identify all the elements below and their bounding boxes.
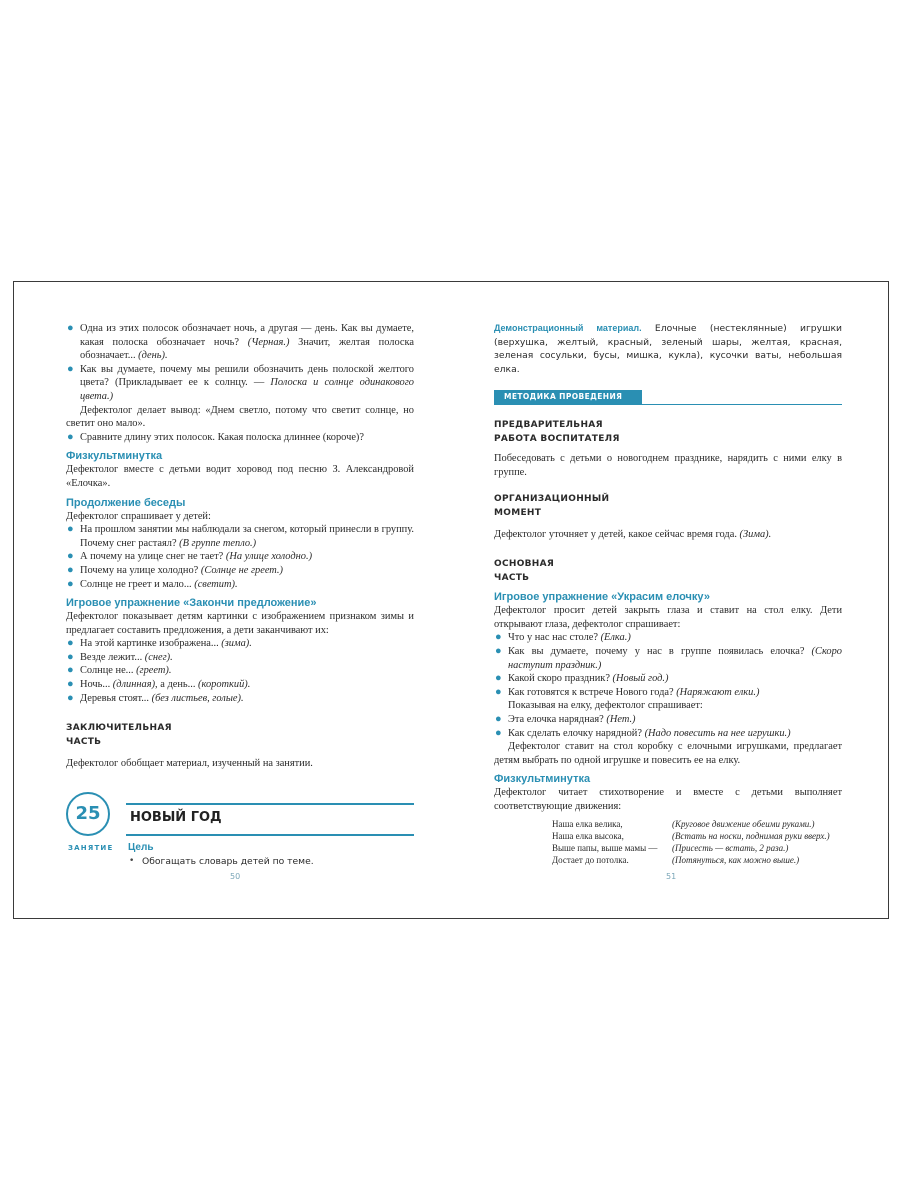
bullet-icon: ● [67,678,74,691]
list-item: ● Солнце не... (греет). [67,664,172,677]
poem-move: (Встать на носки, поднимая руки вверх.) [672,831,830,842]
bullet-icon: ● [67,577,74,590]
section-caps-heading: ЗАКЛЮЧИТЕЛЬНАЯ [66,723,172,734]
bullet-icon: ● [67,430,74,443]
bullet-icon: ● [67,691,74,704]
bullet-icon: ● [495,672,502,685]
list-item: ● Деревья стоят... (без листьев, голые). [67,691,244,704]
poem-move: (Присесть — встать, 2 раза.) [672,843,789,854]
bullet-icon: ● [67,563,74,576]
paragraph: Дефектолог вместе с детьми водит хоровод под песню З. Александровой «Елочка». [66,464,414,489]
poem-line: Наша елка высока, [552,831,624,842]
section-caps-heading: МОМЕНТ [494,507,542,518]
list-item: ● Везде лежит... (снег). [67,650,173,663]
section-heading: Физкультминутка [66,450,163,463]
divider [126,834,414,836]
section-heading: Игровое упражнение «Закончи предложение» [66,597,317,610]
lesson-header [66,792,414,882]
paragraph: Дефектолог показывает детям картинки с изображением признаком зимы и предлагает составить предложения, а дети заканчивают их: [66,611,414,636]
poem-move: (Потянуться, как можно выше.) [672,855,800,866]
section-heading: Игровое упражнение «Украсим елочку» [494,591,710,604]
bullet-icon: ● [67,362,74,375]
section-heading: Физкультминутка [494,773,591,786]
list-item: ● Почему на улице холодно? (Солнце не греет.) [67,563,283,576]
poem-line: Наша елка велика, [552,819,623,830]
list-item: ● Как готовятся к встрече Нового года? (Наряжают елки.) [495,685,760,698]
section-heading: Продолжение беседы [66,496,186,509]
bullet-icon: • [129,856,135,866]
list-item: ● Какой скоро праздник? (Новый год.) [495,672,669,685]
paragraph: Дефектолог читает стихотворение и вместе с детьми выполняет соответствующие движения: [494,787,842,812]
bullet-icon: ● [67,664,74,677]
list-item: ● На прошлом занятии мы наблюдали за снегом, который принесли в группу. Почему снег растаял? (В группе тепло.) [67,523,414,549]
poem [552,818,842,866]
bullet-icon: ● [67,650,74,663]
paragraph: Дефектолог уточняет у детей, какое сейчас время года. (Зима). [494,528,772,540]
poem-line: Выше папы, выше мамы — [552,843,658,854]
divider [494,404,842,405]
section-banner [494,390,842,406]
bullet-icon: ● [67,523,74,536]
paragraph: Дефектолог просит детей закрыть глаза и ставит на стол елку. Дети открывают глаза, дефектолог спрашивает: [494,605,842,630]
poem-line: Достает до потолка. [552,855,629,866]
lesson-number-badge: 25 [66,792,110,836]
bullet-icon: ● [67,550,74,563]
section-caps-heading: РАБОТА ВОСПИТАТЕЛЯ [494,434,620,445]
list-item: ● Эта елочка нарядная? (Нет.) [495,712,636,725]
book-spread [13,281,889,919]
section-caps-heading: ЧАСТЬ [494,573,530,584]
right-page [494,322,842,866]
lesson-label: ЗАНЯТИЕ [68,844,114,852]
bullet-icon: ● [495,726,502,739]
list-item: ● Что у нас нас столе? (Елка.) [495,631,631,644]
list-item: ● А почему на улице снег не тает? (На улице холодно.) [67,550,313,563]
list-item: ● Как вы думаете, почему мы решили обозначить день полоской желтого цвета? (Прикладывает ее к солнцу. — Полоска и солнце одинакового цвета.) [67,362,414,402]
bullet-icon: ● [67,637,74,650]
section-caps-heading: ОСНОВНАЯ [494,559,555,570]
list-item: ● На этой картинке изображена... (зима). [67,637,252,650]
page-number: 50 [230,872,241,881]
list-item: ● Как сделать елочку нарядной? (Надо повесить на нее игрушки.) [495,726,791,739]
section-caps-heading: ОРГАНИЗАЦИОННЫЙ [494,493,610,504]
divider [126,803,414,805]
lesson-title: НОВЫЙ ГОД [130,810,222,825]
bullet-icon: ● [67,322,74,334]
list-item: ● Как вы думаете, почему у нас в группе появилась елочка? (Скоро наступит праздник.) [495,644,842,671]
paragraph: Дефектолог делает вывод: «Днем светло, потому что светит солнце, но светит оно мало». [66,404,414,430]
section-caps-heading: ЧАСТЬ [66,737,102,748]
poem-move: (Круговое движение обеими руками.) [672,819,815,830]
bullet-icon: ● [495,712,502,725]
list-item: ● Ночь... (длинная), а день... (короткий). [67,678,251,691]
goal-label: Цель [128,842,154,853]
paragraph: Дефектолог ставит на стол коробку с елочными игрушками, предлагает детям выбрать по одной игрушке и повесить ее на елку. [494,741,842,766]
goal-block [128,842,414,869]
paragraph: Дефектолог спрашивает у детей: [66,510,211,522]
list-item: ● Сравните длину этих полосок. Какая полоска длиннее (короче)? [67,430,365,443]
bullet-icon: ● [495,644,502,657]
bullet-icon: ● [495,685,502,698]
demo-material: Демонстрационный материал. Елочные (нестеклянные) игрушки (верхушка, желтый, красный, зеленый шары, желтая, красная, зеленая сосульки, бусы, мишка, кукла), кусочки ваты, небольшая елка. [494,323,842,375]
paragraph: Дефектолог обобщает материал, изученный на занятии. [66,758,313,770]
bullet-icon: ● [495,631,502,644]
list-item: • Обогащать словарь детей по теме. [129,856,314,867]
page-number: 51 [666,872,677,881]
paragraph: Побеседовать с детьми о новогоднем празднике, нарядить с ними елку в группе. [494,453,842,478]
banner-label: МЕТОДИКА ПРОВЕДЕНИЯ [494,390,642,404]
paragraph: Показывая на елку, дефектолог спрашивает: [508,700,703,712]
left-page [66,322,414,771]
section-caps-heading: ПРЕДВАРИТЕЛЬНАЯ [494,420,603,431]
list-item: ● Солнце не греет и мало... (светит). [67,577,238,590]
list-item: ● Одна из этих полосок обозначает ночь, а другая — день. Как вы думаете, какая полоска обозначает ночь? (Черная.) Значит, желтая полоска обозначает... (день). [67,322,415,362]
